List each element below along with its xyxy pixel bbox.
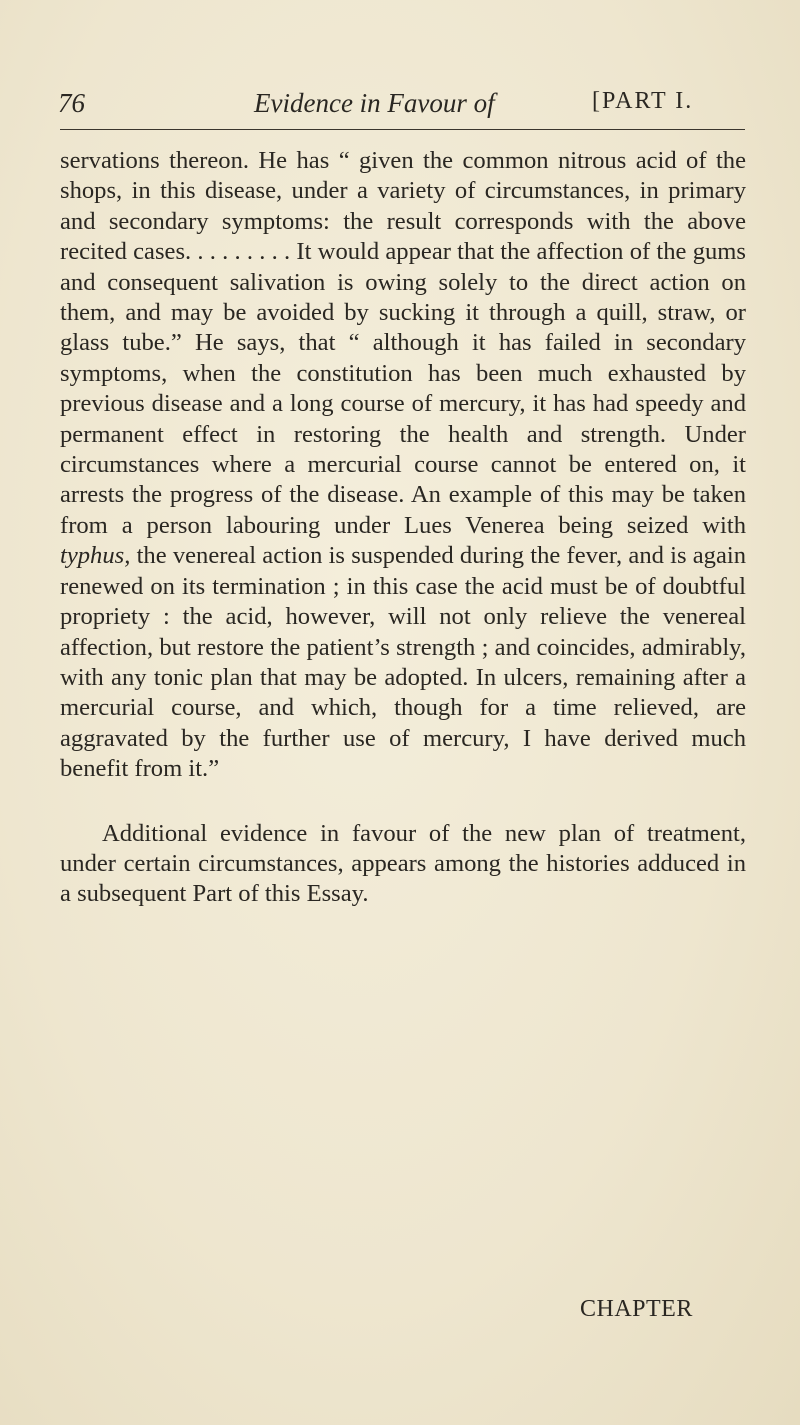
paragraph-gap <box>60 785 746 819</box>
running-title: Evidence in Favour of <box>254 88 495 118</box>
paragraph-1-italic: typhus, <box>60 542 131 570</box>
part-label: [PART I. <box>592 88 694 114</box>
body-text <box>60 146 746 910</box>
header-rule <box>60 129 745 130</box>
paragraph-1 <box>60 146 746 785</box>
paragraph-1-text-a: servations thereon. He has “ given the common nitrous acid of the shops, in this disease, under a variety of circumstances, in primary and secondary symptoms: the result corresponds with the above recited cases. . . . . . . . . It would appear that the affection of the gums and consequent salivation is owing solely to the direct action on them, and may be avoided by sucking it through a quill, straw, or glass tube.” He says, that “ although it has failed in secondary symptoms, when the constitution has been much exhausted by previous disease and a long course of mercury, it has had speedy and permanent effect in restoring the health and strength. Under circumstances where a mercurial course cannot be entered on, it arrests the progress of the disease. An example of this may be taken from a person labouring under Lues Venerea being seized with <box>60 147 746 539</box>
page-header <box>58 88 748 126</box>
paragraph-1-text-b: the venereal action is suspended during the fever, and is again renewed on its termination ; in this case the acid must be of doubtful propriety : the acid, however, will not only relieve the venereal affection, but restore the patient’s strength ; and coincides, admirably, with any tonic plan that may be adopted. In ulcers, remaining after a mercurial course, and which, though for a time relieved, are aggravated by the further use of mercury, I have derived much benefit from it.” <box>60 542 746 783</box>
paragraph-2: Additional evidence in favour of the new plan of treatment, under certain circumstances, appears among the histories adduced in a subsequent Part of this Essay. <box>60 819 746 908</box>
page-number: 76 <box>58 88 85 118</box>
catchword: CHAPTER <box>580 1296 693 1322</box>
